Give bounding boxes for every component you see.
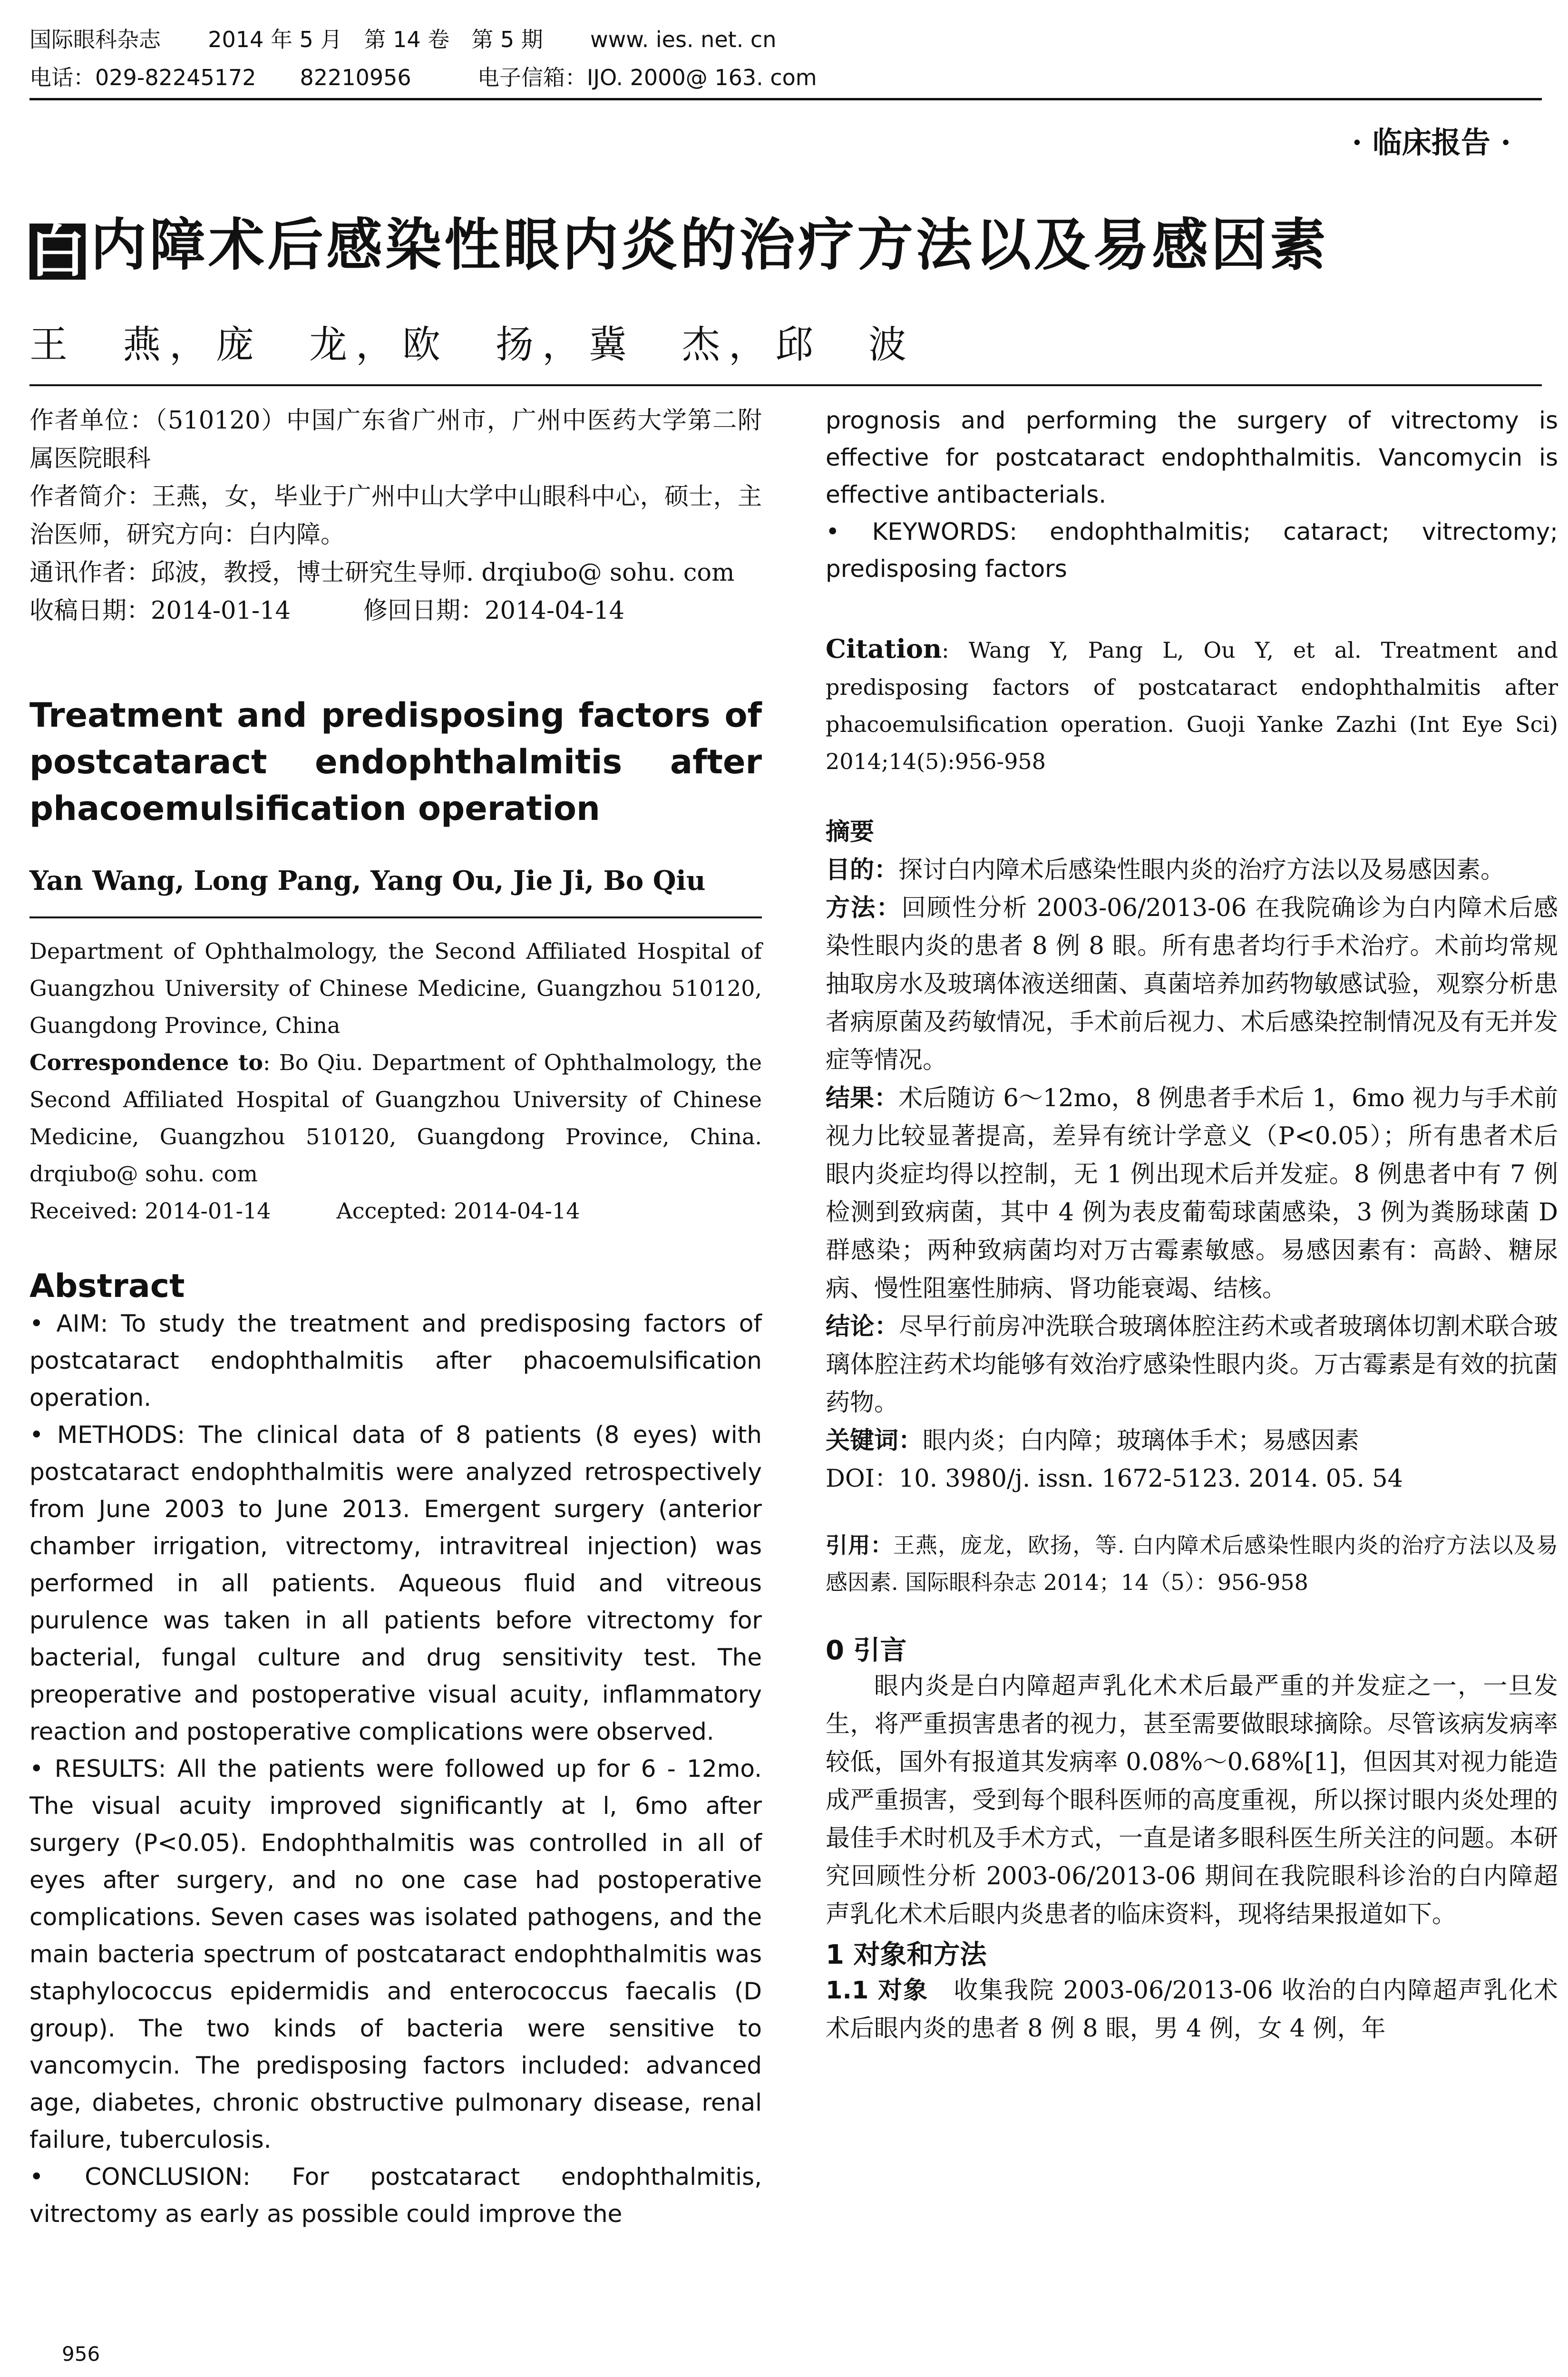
title-first-char-box: 白	[29, 219, 89, 284]
title-rest: 内障术后感染性眼内炎的治疗方法以及易感因素	[90, 212, 1329, 278]
subjects-paragraph	[826, 1972, 1558, 2048]
citation-en	[826, 630, 1558, 780]
authors-en: Yan Wang, Long Pang, Yang Ou, Jie Ji, Bo Qiu	[29, 865, 706, 896]
results-zh-text: 术后随访 6～12mo，8 例患者手术后 1，6mo 视力与手术前视力比较显著提高，差异有统计学意义（P<0.05）；所有患者术后眼内炎症均得以控制，无 1 例出现术后并发症。8 例患者中有 7 例检测到致病菌，其中 4 例为表皮葡萄球菌感染，3 例为粪肠球菌 D 群感染；两种致病菌均对万古霉素敏感。易感因素有：高龄、糖尿病、慢性阻塞性肺病、肾功能衰竭、结核。	[826, 1084, 1558, 1303]
conclusion-zh-text: 尽早行前房冲洗联合玻璃体腔注药术或者玻璃体切割术联合玻璃体腔注药术均能够有效治疗感染性眼内炎。万古霉素是有效的抗菌药物。	[826, 1313, 1558, 1417]
abstract-heading: Abstract	[29, 1267, 185, 1305]
results-zh-label: 结果：	[826, 1084, 899, 1112]
correspondence-label: Correspondence to	[29, 1050, 263, 1075]
journal-header-line-1	[29, 25, 776, 54]
abstract-zh-results	[826, 1080, 1558, 1308]
aim-zh-text: 探讨白内障术后感染性眼内炎的治疗方法以及易感因素。	[898, 856, 1505, 884]
citation-label: Citation	[826, 633, 942, 664]
subjects-text: 收集我院 2003-06/2013-06 收治的白内障超声乳化术术后眼内炎的患者 8 例 8 眼，男 4 例，女 4 例，年	[826, 1977, 1558, 2043]
abstract-conclusion-start: • CONCLUSION: For postcataract endophthalmitis, vitrectomy as early as possible could improve the	[29, 2163, 762, 2228]
intro-paragraph: 眼内炎是白内障超声乳化术术后最严重的并发症之一，一旦发生，将严重损害患者的视力，甚至需要做眼球摘除。尽管该病发病率较低，国外有报道其发病率 0.08%～0.68%[1]，但因其对视力能造成严重损害，受到每个眼科医师的高度重视，所以探讨眼内炎处理的最佳手术时机及手术方式，一直是诸多眼科医生所关注的问题。本研究回顾性分析 2003-06/2013-06 期间在我院眼科诊治的白内障超声乳化术术后眼内炎患者的临床资料，现将结果报道如下。	[826, 1672, 1558, 1929]
journal-email[interactable]: 电子信箱：IJO. 2000@ 163. com	[477, 65, 817, 90]
department: Department of Ophthalmology, the Second Affiliated Hospital of Guangzhou University of Chinese Medicine, Guangzhou 510120, Guangdong Province, China	[29, 938, 762, 1038]
affiliation: 作者单位：（510120）中国广东省广州市，广州中医药大学第二附属医院眼科	[29, 407, 762, 473]
journal-header-line-2	[29, 63, 817, 92]
aim-zh-label: 目的：	[826, 856, 899, 884]
received-date-en: Received: 2014-01-14 Accepted: 2014-04-14	[29, 1198, 580, 1224]
received-date-zh: 收稿日期：2014-01-14 修回日期：2014-04-14	[29, 597, 625, 625]
article-title-zh	[29, 200, 1329, 284]
abstract-aim: • AIM: To study the treatment and predisposing factors of postcataract endophthalmitis after phacoemulsification operation.	[29, 1310, 762, 1412]
cite-zh-text: 王燕，庞龙，欧扬，等. 白内障术后感染性眼内炎的治疗方法以及易感因素. 国际眼科杂志 2014；14（5）：956-958	[826, 1532, 1558, 1595]
correspondence	[29, 1044, 762, 1192]
methods-heading: 1 对象和方法	[826, 1939, 987, 1970]
subjects-label: 1.1 对象	[826, 1977, 929, 2005]
article-title-en: Treatment and predisposing factors of postcataract endophthalmitis after phacoemulsification operation	[29, 696, 762, 828]
abstract-keywords: • KEYWORDS: endophthalmitis; cataract; vitrectomy; predisposing factors	[826, 518, 1558, 583]
abstract-zh-keywords	[826, 1422, 1558, 1460]
author-bio: 作者简介：王燕，女，毕业于广州中山大学中山眼科中心，硕士，主治医师，研究方向：白内障。	[29, 483, 762, 549]
citation-text: : Wang Y, Pang L, Ou Y, et al. Treatment and predisposing factors of postcataract endophthalmitis after phacoemulsification operation. Guoji Yanke Zazhi (Int Eye Sci) 2014;14(5):956-958	[826, 637, 1558, 774]
right-column	[826, 402, 1558, 2048]
abstract-zh-conclusion	[826, 1308, 1558, 1422]
citation-zh	[826, 1527, 1558, 1601]
conclusion-zh-label: 结论：	[826, 1313, 899, 1341]
abstract-zh-heading: 摘要	[826, 818, 875, 846]
page-number: 956	[62, 2342, 100, 2366]
header-rule	[29, 98, 1542, 100]
abstract-methods: • METHODS: The clinical data of 8 patients (8 eyes) with postcataract endophthalmitis were analyzed retrospectively from June 2003 to June 2013. Emergent surgery (anterior chamber irrigation, vitrectomy, intravitreal injection) was performed in all patients. Aqueous fluid and vitreous purulence was taken in all patients before vitrectomy for bacterial, fungal culture and drug sensitivity test. The preoperative and postoperative visual acuity, inflammatory reaction and postoperative complications were observed.	[29, 1421, 762, 1745]
corresponding-author: 通讯作者：邱波，教授，博士研究生导师. drqiubo@ sohu. com	[29, 559, 735, 587]
intro-heading: 0 引言	[826, 1635, 907, 1666]
keywords-zh-label: 关键词：	[826, 1427, 923, 1455]
title-rule	[29, 384, 1542, 386]
methods-zh-label: 方法：	[826, 894, 902, 922]
abstract-results: • RESULTS: All the patients were followed up for 6 - 12mo. The visual acuity improved significantly at l, 6mo after surgery (P<0.05). Endophthalmitis was controlled in all of eyes after surgery, and no one case had postoperative complications. Seven cases was isolated pathogens, and the main bacteria spectrum of postcataract endophthalmitis was staphylococcus epidermidis and enterococcus faecalis (D group). The two kinds of bacteria were sensitive to vancomycin. The predisposing factors included: advanced age, diabetes, chronic obstructive pulmonary disease, renal failure, tuberculosis.	[29, 1755, 762, 2153]
phone-numbers: 电话：029-82245172 82210956	[29, 65, 411, 90]
journal-website[interactable]: www. ies. net. cn	[590, 27, 777, 52]
authors-zh: 王 燕，庞 龙，欧 扬，冀 杰，邱 波	[29, 322, 915, 367]
journal-name: 国际眼科杂志	[29, 27, 161, 52]
section-tag: · 临床报告 ·	[1352, 125, 1511, 160]
doi: DOI：10. 3980/j. issn. 1672-5123. 2014. 05. 54	[826, 1465, 1403, 1493]
cite-zh-label: 引用：	[826, 1532, 893, 1558]
abstract-zh-aim	[826, 851, 1558, 889]
left-column	[29, 402, 762, 2232]
abstract-zh-methods	[826, 889, 1558, 1080]
correspondence-text: : Bo Qiu. Department of Ophthalmology, the Second Affiliated Hospital of Guangzhou University of Chinese Medicine, Guangzhou 510120, Guangdong Province, China. drqiubo@ sohu. com	[29, 1050, 762, 1187]
keywords-zh-text: 眼内炎；白内障；玻璃体手术；易感因素	[923, 1427, 1360, 1455]
issue-info: 2014 年 5 月 第 14 卷 第 5 期	[208, 27, 543, 52]
methods-zh-text: 回顾性分析 2003-06/2013-06 在我院确诊为白内障术后感染性眼内炎的患者 8 例 8 眼。所有患者均行手术治疗。术前均常规抽取房水及玻璃体液送细菌、真菌培养加药物敏感试验，观察分析患者病原菌及药敏情况，手术前后视力、术后感染控制情况及有无并发症等情况。	[826, 894, 1558, 1074]
abstract-conclusion-end: prognosis and performing the surgery of vitrectomy is effective for postcataract endophthalmitis. Vancomycin is effective antibacterials.	[826, 407, 1558, 508]
